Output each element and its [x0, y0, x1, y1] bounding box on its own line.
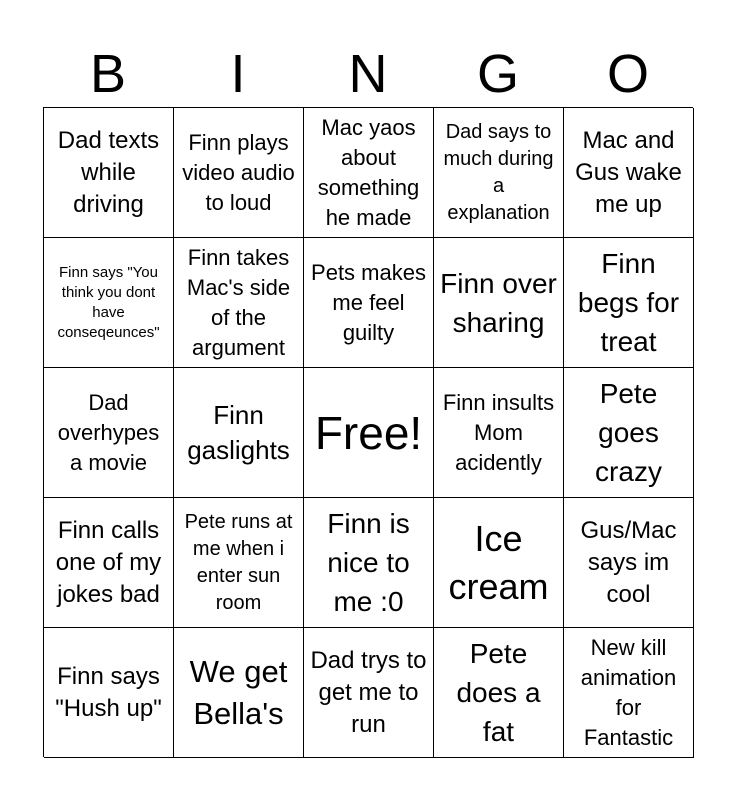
bingo-cell-r4c4[interactable]	[434, 498, 564, 628]
bingo-cell-r5c3[interactable]	[304, 628, 434, 758]
cell-text: Dad texts while driving	[57, 126, 160, 218]
cell-text: Pete goes crazy	[595, 378, 662, 487]
bingo-grid	[43, 107, 693, 757]
bingo-cell-r5c5[interactable]	[564, 628, 694, 758]
free-space-text: Free!	[314, 406, 423, 459]
cell-text: Ice cream	[448, 517, 549, 607]
bingo-cell-r3c4[interactable]	[434, 368, 564, 498]
bingo-cell-r4c3[interactable]	[304, 498, 434, 628]
bingo-cell-r3c2[interactable]	[174, 368, 304, 498]
cell-text: Pets makes me feel guilty	[311, 259, 426, 345]
bingo-cell-free[interactable]	[304, 368, 434, 498]
bingo-header	[43, 42, 693, 106]
cell-text: New kill animation for Fantastic	[580, 634, 677, 750]
cell-text: Finn gaslights	[187, 399, 290, 465]
cell-text: Finn says "Hush up"	[55, 662, 162, 722]
cell-text: Finn begs for treat	[577, 248, 680, 357]
bingo-cell-r5c1[interactable]	[44, 628, 174, 758]
header-letter-b: B	[89, 44, 127, 104]
header-letter-g: G	[476, 44, 519, 104]
cell-text: Finn insults Mom acidently	[442, 389, 555, 475]
cell-text: Finn says "You think you dont have conseqeunces"	[57, 263, 160, 341]
bingo-cell-r2c2[interactable]	[174, 238, 304, 368]
bingo-cell-r2c3[interactable]	[304, 238, 434, 368]
bingo-cell-r4c2[interactable]	[174, 498, 304, 628]
bingo-cell-r1c5[interactable]	[564, 108, 694, 238]
cell-text: We get Bella's	[189, 653, 288, 731]
header-letter-i: I	[230, 44, 246, 104]
cell-text: Pete runs at me when i enter sun room	[184, 510, 293, 614]
cell-text: Dad overhypes a movie	[57, 389, 160, 475]
bingo-cell-r1c2[interactable]	[174, 108, 304, 238]
cell-text: Finn plays video audio to loud	[182, 129, 295, 215]
cell-text: Finn over sharing	[440, 267, 557, 338]
cell-text: Finn is nice to me :0	[327, 508, 410, 617]
bingo-cell-r1c1[interactable]	[44, 108, 174, 238]
bingo-cell-r5c4[interactable]	[434, 628, 564, 758]
cell-text: Mac yaos about something he made	[317, 114, 420, 230]
cell-text: Dad trys to get me to run	[310, 646, 427, 738]
header-letter-o: O	[606, 44, 649, 104]
cell-text: Finn calls one of my jokes bad	[55, 516, 162, 608]
cell-text: Gus/Mac says im cool	[580, 516, 677, 608]
cell-text: Dad says to much during a explanation	[443, 120, 554, 224]
cell-text: Mac and Gus wake me up	[575, 126, 682, 218]
cell-text: Finn takes Mac's side of the argument	[186, 244, 291, 360]
bingo-cell-r2c4[interactable]	[434, 238, 564, 368]
bingo-cell-r2c1[interactable]	[44, 238, 174, 368]
bingo-cell-r2c5[interactable]	[564, 238, 694, 368]
cell-text: Pete does a fat	[456, 638, 541, 747]
bingo-cell-r1c4[interactable]	[434, 108, 564, 238]
bingo-cell-r5c2[interactable]	[174, 628, 304, 758]
bingo-cell-r4c5[interactable]	[564, 498, 694, 628]
bingo-cell-r3c5[interactable]	[564, 368, 694, 498]
bingo-cell-r4c1[interactable]	[44, 498, 174, 628]
header-letter-n: N	[348, 44, 388, 104]
bingo-cell-r1c3[interactable]	[304, 108, 434, 238]
bingo-cell-r3c1[interactable]	[44, 368, 174, 498]
